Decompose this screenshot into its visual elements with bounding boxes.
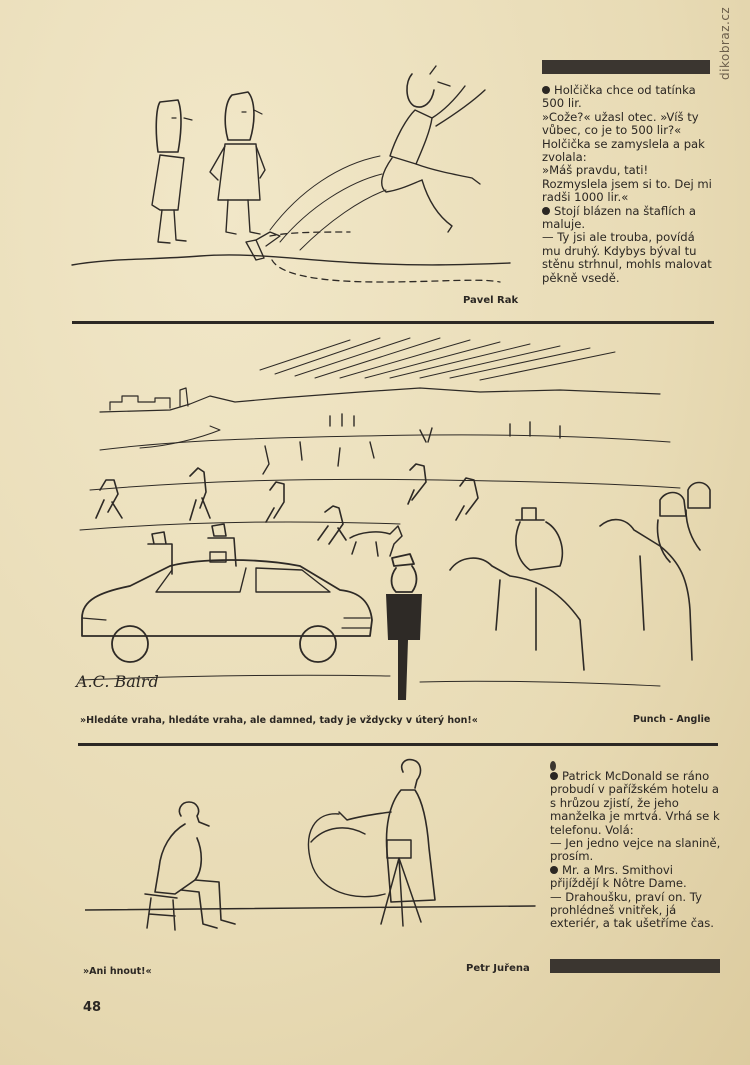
bottom-jokes-column (550, 770, 722, 931)
middle-cartoon-caption: »Hledáte vraha, hledáte vraha, ale damned, tady je vždycky v úterý hon!« (80, 715, 478, 726)
section-divider-top (72, 321, 714, 324)
bottom-text-footer-bar (550, 959, 720, 973)
cartoon-painter-ladder (60, 60, 530, 310)
bullet-icon (542, 207, 550, 215)
joke2-line1: Stojí blázen na štaflích a maluje. (542, 203, 696, 232)
top-text-header-bar (542, 60, 710, 74)
page-number: 48 (83, 1000, 102, 1015)
joke3-line2: — Jen jedno vejce na slanině, prosím. (550, 836, 721, 864)
middle-cartoon-source: Punch - Anglie (633, 714, 711, 725)
bottom-cartoon-caption: »Ani hnout!« (83, 966, 152, 977)
section-divider-bottom (78, 743, 718, 746)
bottom-cartoon-credit: Petr Juřena (466, 963, 530, 974)
bullet-icon (550, 866, 558, 874)
cartoon-photographer-statue (85, 752, 540, 962)
cartoon-signature: A.C. Baird (76, 672, 159, 691)
joke2-line2: — Ty jsi ale trouba, povídá mu druhý. Kdybys býval tu stěnu strhnul, mohls malovat pěkně vsedě. (542, 230, 712, 285)
top-cartoon-credit: Pavel Rak (463, 295, 519, 306)
joke4-line2: — Drahoušku, praví on. Ty prohlédneš vnitřek, já exteriér, a tak ušetříme čas. (550, 889, 714, 931)
joke3-line1: Patrick McDonald se ráno probudí v pařížském hotelu a s hrůzou zjistí, že jeho manželka je mrtvá. Vrhá se k telefonu. Volá: (550, 769, 720, 837)
joke1-line3: »Máš pravdu, tati! Rozmyslela jsem si to. Dej mi radši 1000 lir.« (542, 163, 712, 205)
joke1-line1: Holčička chce od tatínka 500 lir. (542, 83, 696, 111)
site-watermark: dikobraz.cz (718, 6, 732, 80)
bullet-icon (550, 772, 558, 780)
cartoon-police-hunt (60, 330, 722, 705)
joke1-line2: »Cože?« užasl otec. »Víš ty vůbec, co je to 500 lir?« Holčička se zamyslela a pak zvolala: (542, 109, 705, 165)
top-jokes-column (542, 84, 712, 285)
bullet-icon (542, 86, 550, 94)
joke4-line1: Mr. a Mrs. Smithovi přijíždějí k Nôtre Dame. (550, 862, 687, 891)
